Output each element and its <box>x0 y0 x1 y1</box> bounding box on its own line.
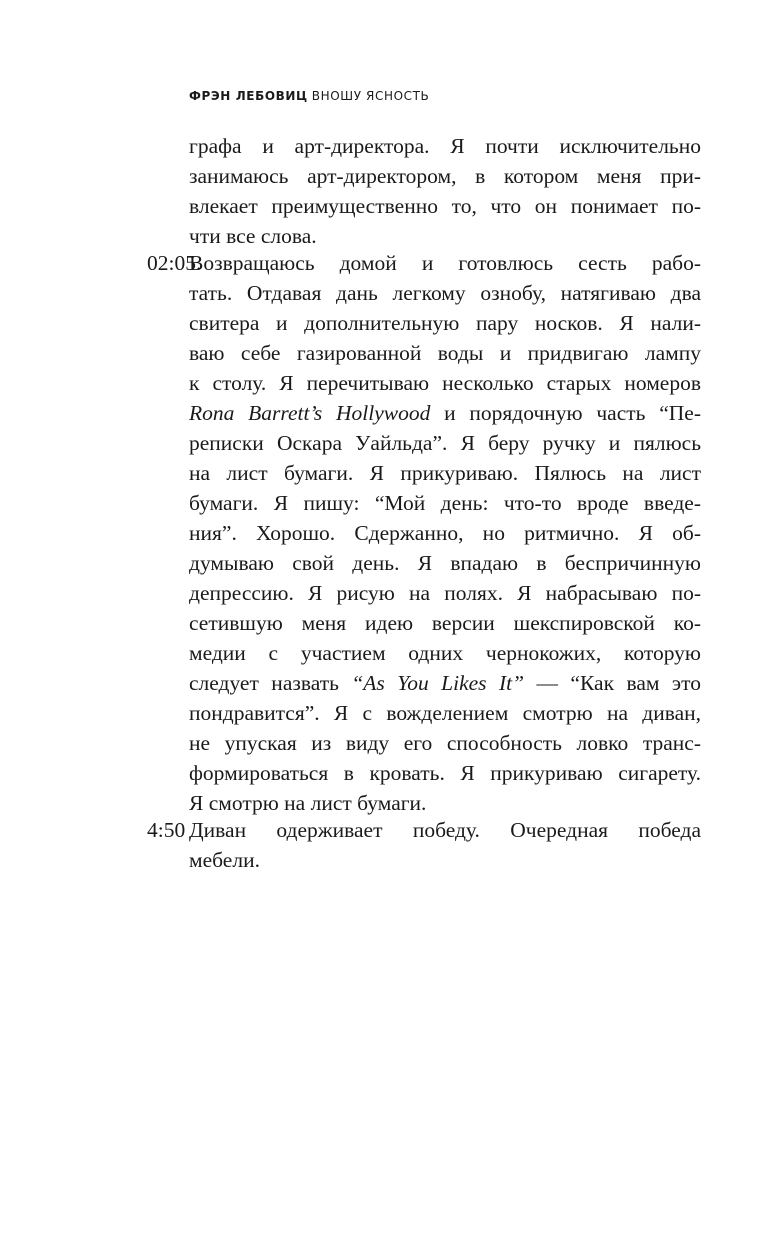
text-fragment: следует назвать <box>189 671 352 695</box>
text-line-with-italic-title <box>189 668 701 698</box>
text-line: сетившую меня идею версии шекспировской ко- <box>189 611 701 635</box>
text-line: свитера и дополнительную пару носков. Я нали- <box>189 311 701 335</box>
text-line: пондравится”. Я с вожделением смотрю на диван, <box>189 701 701 725</box>
text-line: реписки Оскара Уайльда”. Я беру ручку и пялюсь <box>189 431 701 455</box>
italic-play-title: “As You Likes It” <box>351 671 525 695</box>
text-line: медии с участием одних чернокожих, которую <box>189 641 701 665</box>
time-stamp: 4:50 <box>147 818 186 842</box>
text-line: бумаги. Я пишу: “Мой день: что-то вроде введе- <box>189 491 701 515</box>
text-line: ваю себе газированной воды и придвигаю лампу <box>189 341 701 365</box>
text-line: Возвращаюсь домой и готовлюсь сесть рабо- <box>189 251 701 275</box>
text-line: Диван одерживает победу. Очередная победа <box>189 818 701 842</box>
text-line: депрессию. Я рисую на полях. Я набрасываю по- <box>189 581 701 605</box>
text-line: на лист бумаги. Я прикуриваю. Пялюсь на лист <box>189 461 701 485</box>
text-line: тать. Отдавая дань легкому ознобу, натягиваю два <box>189 281 701 305</box>
text-line: к столу. Я перечитываю несколько старых номеров <box>189 371 701 395</box>
text-fragment: и порядочную часть “Пе- <box>430 401 701 425</box>
text-fragment: — “Как вам это <box>524 671 701 695</box>
text-line-with-italic-title <box>189 398 701 428</box>
text-line: чти все слова. <box>189 224 317 248</box>
text-line: не упуская из виду его способность ловко транс- <box>189 731 701 755</box>
text-line: формироваться в кровать. Я прикуриваю сигарету. <box>189 761 701 785</box>
text-line: думываю свой день. Я впадаю в беспричинную <box>189 551 701 575</box>
text-line: ния”. Хорошо. Сдержанно, но ритмично. Я об- <box>189 521 701 545</box>
running-head-author: ФРЭН ЛЕБОВИЦ <box>189 89 308 103</box>
text-line: занимаюсь арт-директором, в котором меня при- <box>189 164 701 188</box>
running-head-book-title: ВНОШУ ЯСНОСТЬ <box>311 89 430 103</box>
running-head <box>189 89 429 103</box>
text-line: мебели. <box>189 848 260 872</box>
italic-magazine-title: Rona Barrett’s Hollywood <box>189 401 431 425</box>
text-line: влекает преимущественно то, что он понимает по- <box>189 194 701 218</box>
text-line: Я смотрю на лист бумаги. <box>189 791 427 815</box>
text-line: графа и арт-директора. Я почти исключительно <box>189 134 701 158</box>
time-stamp: 02:05. <box>147 251 202 275</box>
